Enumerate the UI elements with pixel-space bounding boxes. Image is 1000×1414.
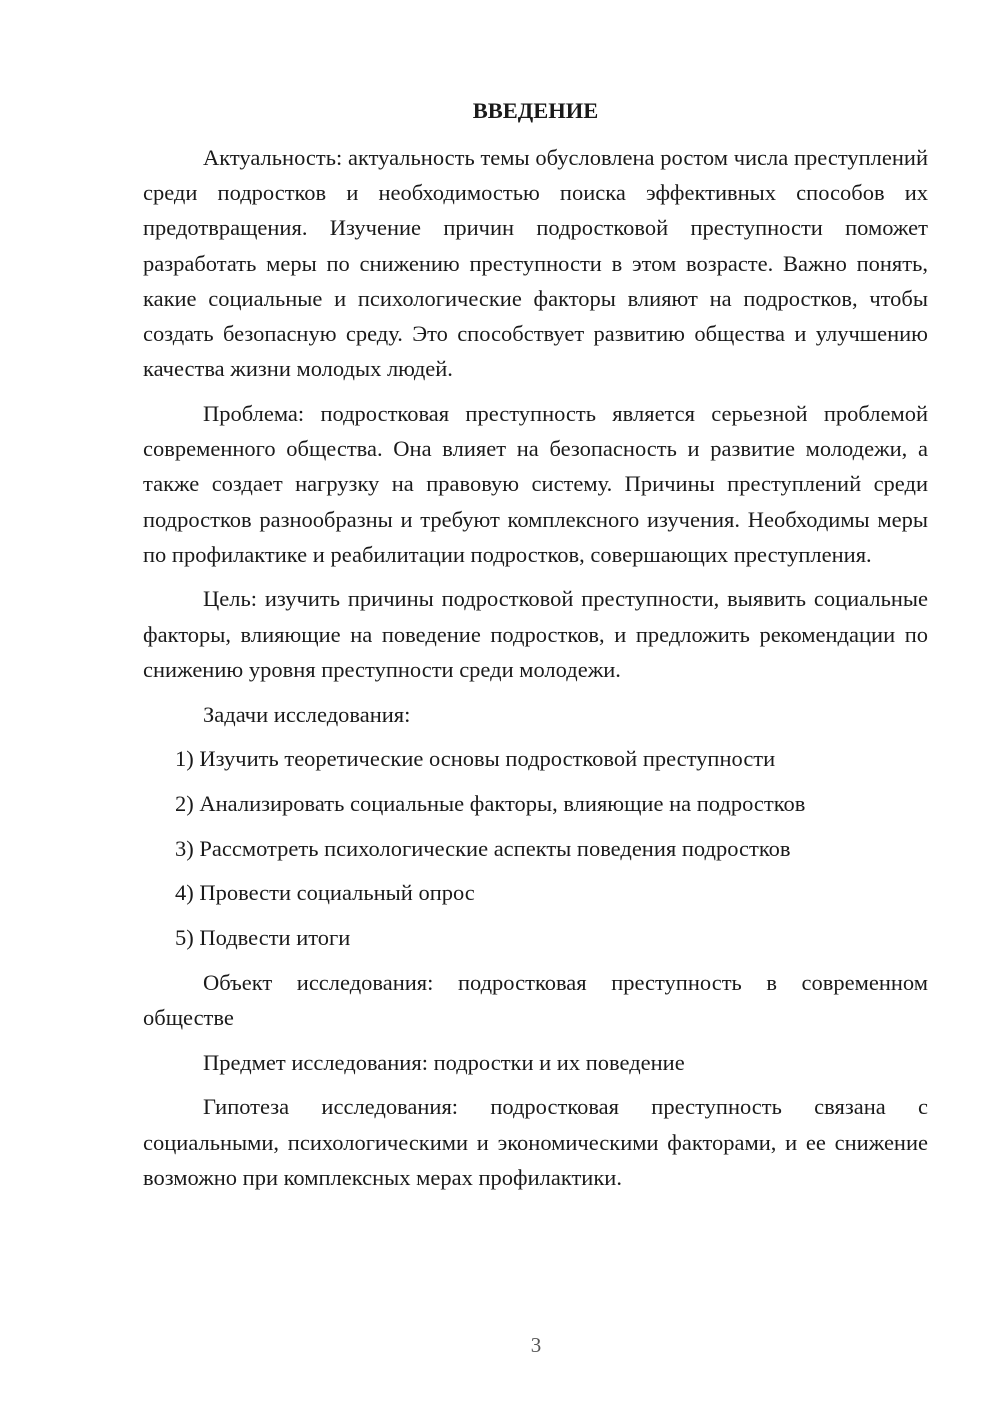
document-title: ВВЕДЕНИЕ: [472, 98, 599, 123]
paragraph-goal: Цель: изучить причины подростковой преступности, выявить социальные факторы, влияющие на поведение подростков, и предложить рекомендации по снижению уровня преступности среди молодежи.: [143, 586, 928, 682]
paragraph-object: Объект исследования: подростковая преступность в современном обществе: [143, 969, 928, 1030]
tasks-list: [143, 741, 928, 955]
list-item: 5) Подвести итоги: [175, 925, 351, 951]
paragraph-subject: Предмет исследования: подростки и их поведение: [203, 1049, 685, 1075]
paragraph-problem: Проблема: подростковая преступность является серьезной проблемой современного общества. Она влияет на безопасность и развитие молодежи, а также создает нагрузку на правовую систему. Причины преступлений среди подростков разнообразны и требуют комплексного изучения. Необходимы меры по профилактике и реабилитации подростков, совершающих преступления.: [143, 400, 928, 567]
document-page: [143, 92, 928, 1204]
list-item: 2) Анализировать социальные факторы, влияющие на подростков: [175, 790, 806, 816]
list-item: 4) Провести социальный опрос: [175, 880, 475, 906]
paragraph-relevance: Актуальность: актуальность темы обусловлена ростом числа преступлений среди подростков и необходимостью поиска эффективных способов их предотвращения. Изучение причин подростковой преступности поможет разработать меры по снижению преступности в этом возрасте. Важно понять, какие социальные и психологические факторы влияют на подростков, чтобы создать безопасную среду. Это способствует развитию общества и улучшению качества жизни молодых людей.: [143, 145, 928, 382]
page-number: 3: [530, 1333, 542, 1357]
list-item: 3) Рассмотреть психологические аспекты поведения подростков: [175, 835, 791, 861]
paragraph-hypothesis: Гипотеза исследования: подростковая преступность связана с социальными, психологическими и экономическими факторами, и ее снижение возможно при комплексных мерах профилактики.: [143, 1094, 928, 1190]
paragraph-tasks-heading: Задачи исследования:: [203, 701, 411, 727]
list-item: 1) Изучить теоретические основы подростковой преступности: [175, 746, 776, 772]
